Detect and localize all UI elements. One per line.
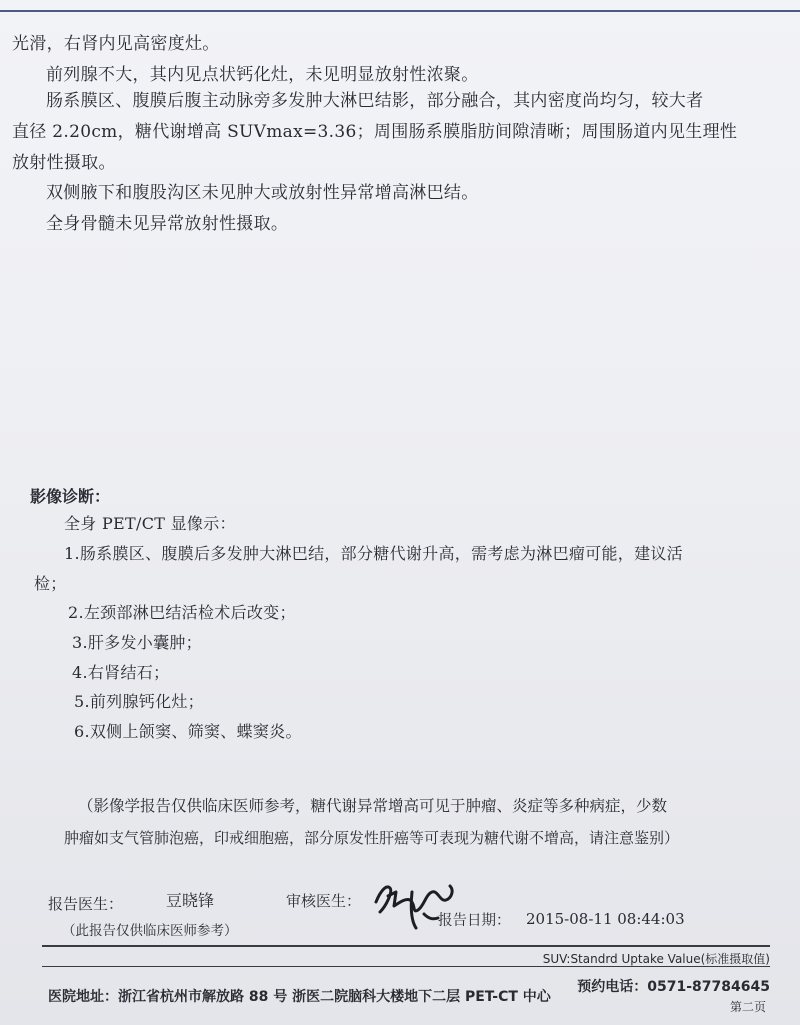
diagnosis-item-5: 5.前列腺钙化灶； — [74, 692, 204, 711]
diagnosis-intro: 全身 PET/CT 显像示： — [64, 514, 236, 533]
hospital-address: 医院地址：浙江省杭州市解放路 88 号 浙医二院脑科大楼地下二层 PET-CT 中心 — [48, 989, 551, 1005]
report-date-label: 报告日期： — [438, 913, 511, 929]
findings-line-1: 光滑，右肾内见高密度灶。 — [12, 34, 220, 54]
reviewer-label: 审核医生： — [286, 892, 362, 910]
suv-footnote: SUV:Standrd Uptake Value(标准摄取值) — [542, 952, 770, 966]
disclaimer-line-1: （影像学报告仅供临床医师参考，糖代谢异常增高可见于肿瘤、炎症等多种病症，少数 — [78, 797, 668, 815]
diagnosis-item-2: 2.左颈部淋巴结活检术后改变； — [68, 603, 296, 622]
diagnosis-heading: 影像诊断： — [30, 487, 111, 506]
diagnosis-item-3: 3.肝多发小囊肿； — [72, 633, 202, 652]
findings-line-5: 放射性摄取。 — [12, 153, 116, 173]
appointment-phone: 预约电话：0571-87784645 — [577, 979, 770, 995]
findings-line-4: 直径 2.20cm，糖代谢增高 SUVmax=3.36；周围肠系膜脂肪间隙清晰；周围肠道内见生理性 — [12, 122, 738, 142]
diagnosis-item-1: 1.肠系膜区、腹膜后多发肿大淋巴结，部分糖代谢升高，需考虑为淋巴瘤可能，建议活 — [64, 544, 683, 563]
top-divider — [0, 10, 800, 12]
findings-line-6: 双侧腋下和腹股沟区未见肿大或放射性异常增高淋巴结。 — [46, 183, 479, 203]
report-doctor-label: 报告医生： — [48, 895, 124, 913]
diagnosis-item-4: 4.右肾结石； — [72, 663, 170, 682]
findings-line-2: 前列腺不大，其内见点状钙化灶，未见明显放射性浓聚。 — [46, 65, 479, 85]
diagnosis-item-6: 6.双侧上颌窦、筛窦、蝶窦炎。 — [74, 722, 302, 741]
footer-divider-2 — [42, 966, 770, 967]
footer-divider — [42, 945, 770, 947]
disclaimer-line-2: 肿瘤如支气管肺泡癌，印戒细胞癌，部分原发性肝癌等可表现为糖代谢不增高，请注意鉴别） — [64, 829, 680, 847]
report-note: （此报告仅供临床医师参考） — [62, 923, 238, 939]
report-doctor-name: 豆晓锋 — [166, 891, 215, 910]
findings-line-7: 全身骨髓未见异常放射性摄取。 — [46, 214, 289, 234]
findings-line-3: 肠系膜区、腹膜后腹主动脉旁多发肿大淋巴结影，部分融合，其内密度尚均匀，较大者 — [46, 91, 704, 111]
diagnosis-item-1-cont: 检； — [34, 574, 67, 593]
page-number: 第二页 — [729, 1000, 766, 1014]
report-date-value: 2015-08-11 08:44:03 — [526, 910, 685, 928]
